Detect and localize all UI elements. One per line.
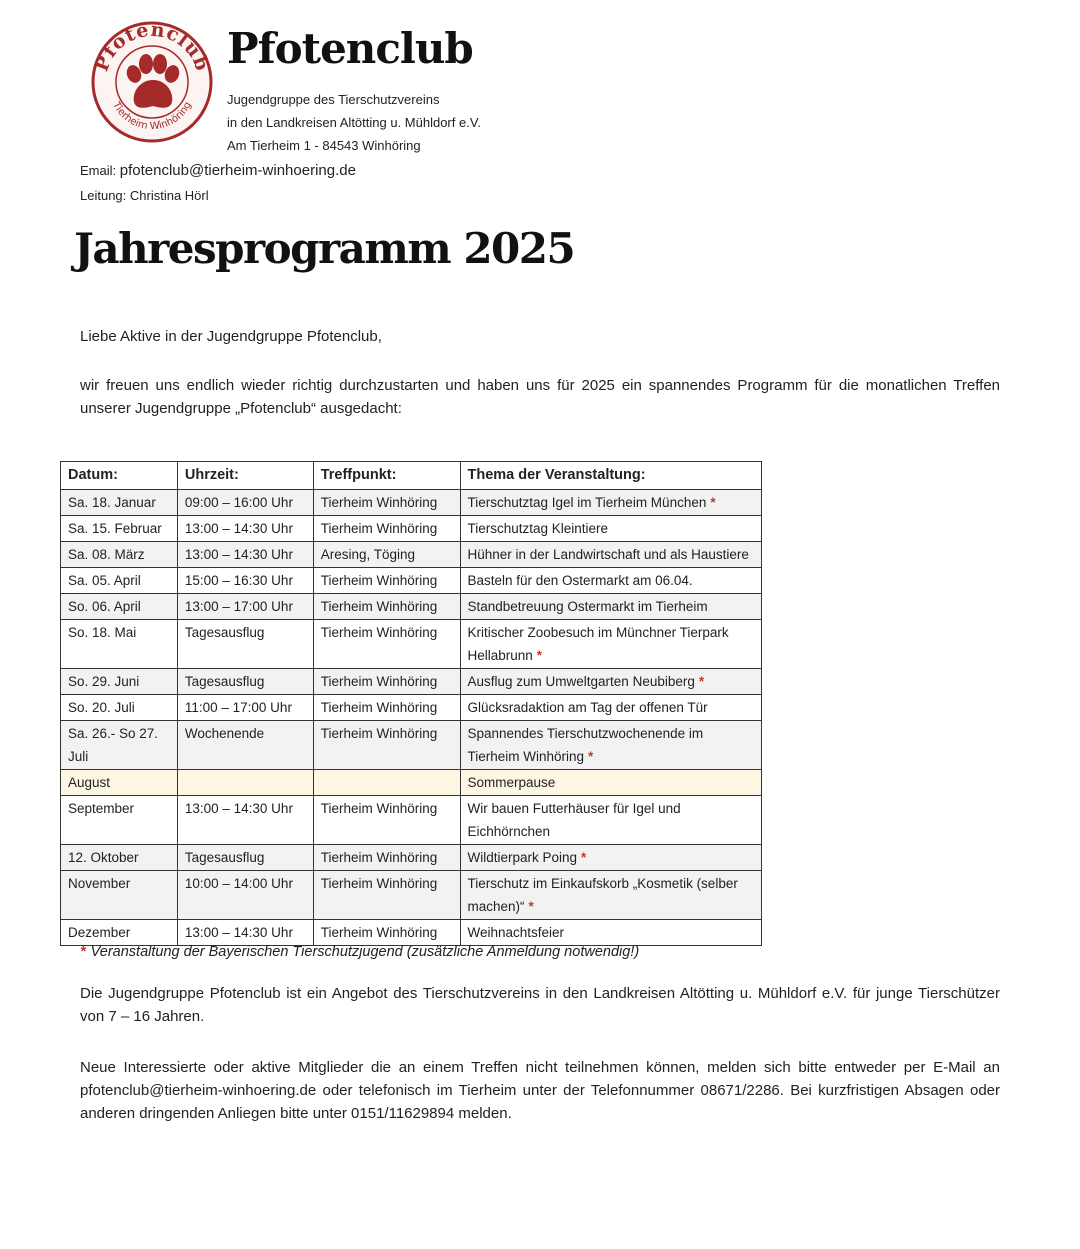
leitung-value: Christina Hörl xyxy=(129,188,209,203)
star-marker: * xyxy=(528,899,534,914)
topic-text: Tierschutztag Kleintiere xyxy=(467,521,609,536)
table-row xyxy=(61,721,762,770)
topic-text: Spannendes Tierschutzwochenende im Tierheim Winhöring xyxy=(467,726,704,764)
cell-topic xyxy=(460,871,762,920)
cell-date: So. 20. Juli xyxy=(61,695,178,721)
cell-topic xyxy=(460,516,762,542)
table-row xyxy=(61,770,762,796)
cell-time: 10:00 – 14:00 Uhr xyxy=(177,871,313,920)
topic-text: Weihnachtsfeier xyxy=(467,925,565,940)
cell-topic xyxy=(460,920,762,946)
cell-place: Tierheim Winhöring xyxy=(313,920,460,946)
cell-time: Tagesausflug xyxy=(177,845,313,871)
table-row xyxy=(61,568,762,594)
contact-paragraph: Neue Interessierte oder aktive Mitglieder die an einem Treffen nicht teilnehmen können, melden sich bitte entweder per E-Mail an pfotenclub@tierheim-winhoering.de oder telefonisch im Tierheim unter der Telefonnummer 08671/2286. Bei kurzfristigen Absagen oder anderen dringenden Anliegen bitte unter 0151/11629894 melden. xyxy=(80,1059,1000,1122)
greeting: Liebe Aktive in der Jugendgruppe Pfotenclub, xyxy=(80,328,382,345)
cell-place xyxy=(313,770,460,796)
table-row xyxy=(61,695,762,721)
cell-date: Sa. 15. Februar xyxy=(61,516,178,542)
table-row xyxy=(61,594,762,620)
cell-topic xyxy=(460,845,762,871)
cell-time xyxy=(177,770,313,796)
cell-time: 13:00 – 14:30 Uhr xyxy=(177,920,313,946)
org-line-1: Jugendgruppe des Tierschutzvereins xyxy=(227,92,440,107)
leitung-label: Leitung: xyxy=(80,188,127,203)
cell-date: Dezember xyxy=(61,920,178,946)
email-link[interactable]: pfotenclub@tierheim-winhoering.de xyxy=(119,162,356,179)
cell-place: Tierheim Winhöring xyxy=(313,871,460,920)
cell-time: 13:00 – 17:00 Uhr xyxy=(177,594,313,620)
table-row xyxy=(61,796,762,845)
cell-date: 12. Oktober xyxy=(61,845,178,871)
table-row xyxy=(61,542,762,568)
star-marker: * xyxy=(710,495,716,510)
cell-date: So. 18. Mai xyxy=(61,620,178,669)
cell-date: September xyxy=(61,796,178,845)
star-marker: * xyxy=(536,648,543,663)
cell-place: Tierheim Winhöring xyxy=(313,594,460,620)
email-line xyxy=(80,162,356,179)
cell-topic xyxy=(460,542,762,568)
star-marker: * xyxy=(581,850,587,865)
topic-text: Ausflug zum Umweltgarten Neubiberg xyxy=(467,674,695,689)
cell-topic xyxy=(460,796,762,845)
pfotenclub-logo xyxy=(90,20,214,144)
org-line-3: Am Tierheim 1 - 84543 Winhöring xyxy=(227,138,421,153)
intro-text: wir freuen uns endlich wieder richtig durchzustarten und haben uns für 2025 ein spannendes Programm für die monatlichen Treffen unserer Jugendgruppe „Pfotenclub“ ausgedacht: xyxy=(80,377,1000,417)
email-label: Email: xyxy=(80,163,117,178)
topic-text: Kritischer Zoobesuch im Münchner Tierpark Hellabrunn xyxy=(467,625,729,663)
star-marker: * xyxy=(588,749,594,764)
cell-date: November xyxy=(61,871,178,920)
org-line-2: in den Landkreisen Altötting u. Mühldorf e.V. xyxy=(227,115,481,130)
cell-topic xyxy=(460,568,762,594)
table-row xyxy=(61,920,762,946)
cell-topic xyxy=(460,770,762,796)
cell-time: Tagesausflug xyxy=(177,669,313,695)
topic-text: Basteln für den Ostermarkt am 06.04. xyxy=(467,573,693,588)
cell-date: Sa. 26.- So 27. Juli xyxy=(61,721,178,770)
header-place: Treffpunkt: xyxy=(313,462,460,490)
footnote-star: * xyxy=(80,944,86,960)
cell-time: 13:00 – 14:30 Uhr xyxy=(177,796,313,845)
cell-date: August xyxy=(61,770,178,796)
star-marker: * xyxy=(698,674,705,689)
cell-topic xyxy=(460,721,762,770)
topic-text: Tierschutz im Einkaufskorb „Kosmetik (selber machen)“ xyxy=(467,876,738,914)
cell-topic xyxy=(460,620,762,669)
leitung-line xyxy=(80,188,209,203)
cell-place: Aresing, Töging xyxy=(313,542,460,568)
cell-topic xyxy=(460,594,762,620)
cell-place: Tierheim Winhöring xyxy=(313,669,460,695)
topic-text: Sommerpause xyxy=(467,775,556,790)
cell-place: Tierheim Winhöring xyxy=(313,721,460,770)
cell-date: Sa. 08. März xyxy=(61,542,178,568)
page-title: Jahresprogramm 2025 xyxy=(74,224,575,273)
header-time: Uhrzeit: xyxy=(177,462,313,490)
cell-place: Tierheim Winhöring xyxy=(313,620,460,669)
footnote-text: Veranstaltung der Bayerischen Tierschutzjugend (zusätzliche Anmeldung notwendig!) xyxy=(90,944,640,960)
footnote xyxy=(80,944,639,960)
table-header-row xyxy=(61,462,762,490)
club-name: Pfotenclub xyxy=(227,24,473,73)
table-row xyxy=(61,669,762,695)
topic-text: Hühner in der Landwirtschaft und als Haustiere xyxy=(467,547,749,562)
topic-text: Tierschutztag Igel im Tierheim München xyxy=(467,495,707,510)
cell-place: Tierheim Winhöring xyxy=(313,490,460,516)
header-date: Datum: xyxy=(61,462,178,490)
cell-time: 11:00 – 17:00 Uhr xyxy=(177,695,313,721)
cell-date: Sa. 05. April xyxy=(61,568,178,594)
header-topic: Thema der Veranstaltung: xyxy=(460,462,762,490)
cell-time: 15:00 – 16:30 Uhr xyxy=(177,568,313,594)
cell-place: Tierheim Winhöring xyxy=(313,796,460,845)
table-row xyxy=(61,490,762,516)
svg-text:Pfotenclub: Pfotenclub xyxy=(90,20,214,75)
cell-topic xyxy=(460,695,762,721)
cell-time: 13:00 – 14:30 Uhr xyxy=(177,516,313,542)
cell-date: Sa. 18. Januar xyxy=(61,490,178,516)
cell-topic xyxy=(460,669,762,695)
table-row xyxy=(61,516,762,542)
topic-text: Wir bauen Futterhäuser für Igel und Eichhörnchen xyxy=(467,801,681,839)
cell-time: 13:00 – 14:30 Uhr xyxy=(177,542,313,568)
table-row xyxy=(61,845,762,871)
cell-topic xyxy=(460,490,762,516)
cell-time: Wochenende xyxy=(177,721,313,770)
cell-place: Tierheim Winhöring xyxy=(313,516,460,542)
topic-text: Glücksradaktion am Tag der offenen Tür xyxy=(467,700,708,715)
cell-date: So. 06. April xyxy=(61,594,178,620)
offer-paragraph: Die Jugendgruppe Pfotenclub ist ein Angebot des Tierschutzvereins in den Landkreisen Altötting u. Mühldorf e.V. für junge Tierschützer von 7 – 16 Jahren. xyxy=(80,985,1000,1025)
table-row xyxy=(61,871,762,920)
cell-time: Tagesausflug xyxy=(177,620,313,669)
cell-place: Tierheim Winhöring xyxy=(313,568,460,594)
cell-date: So. 29. Juni xyxy=(61,669,178,695)
program-table xyxy=(60,461,762,946)
topic-text: Wildtierpark Poing xyxy=(467,850,578,865)
cell-place: Tierheim Winhöring xyxy=(313,695,460,721)
topic-text: Standbetreuung Ostermarkt im Tierheim xyxy=(467,599,708,614)
cell-time: 09:00 – 16:00 Uhr xyxy=(177,490,313,516)
cell-place: Tierheim Winhöring xyxy=(313,845,460,871)
table-row xyxy=(61,620,762,669)
svg-text:Tierheim Winhöring: Tierheim Winhöring xyxy=(110,100,194,133)
